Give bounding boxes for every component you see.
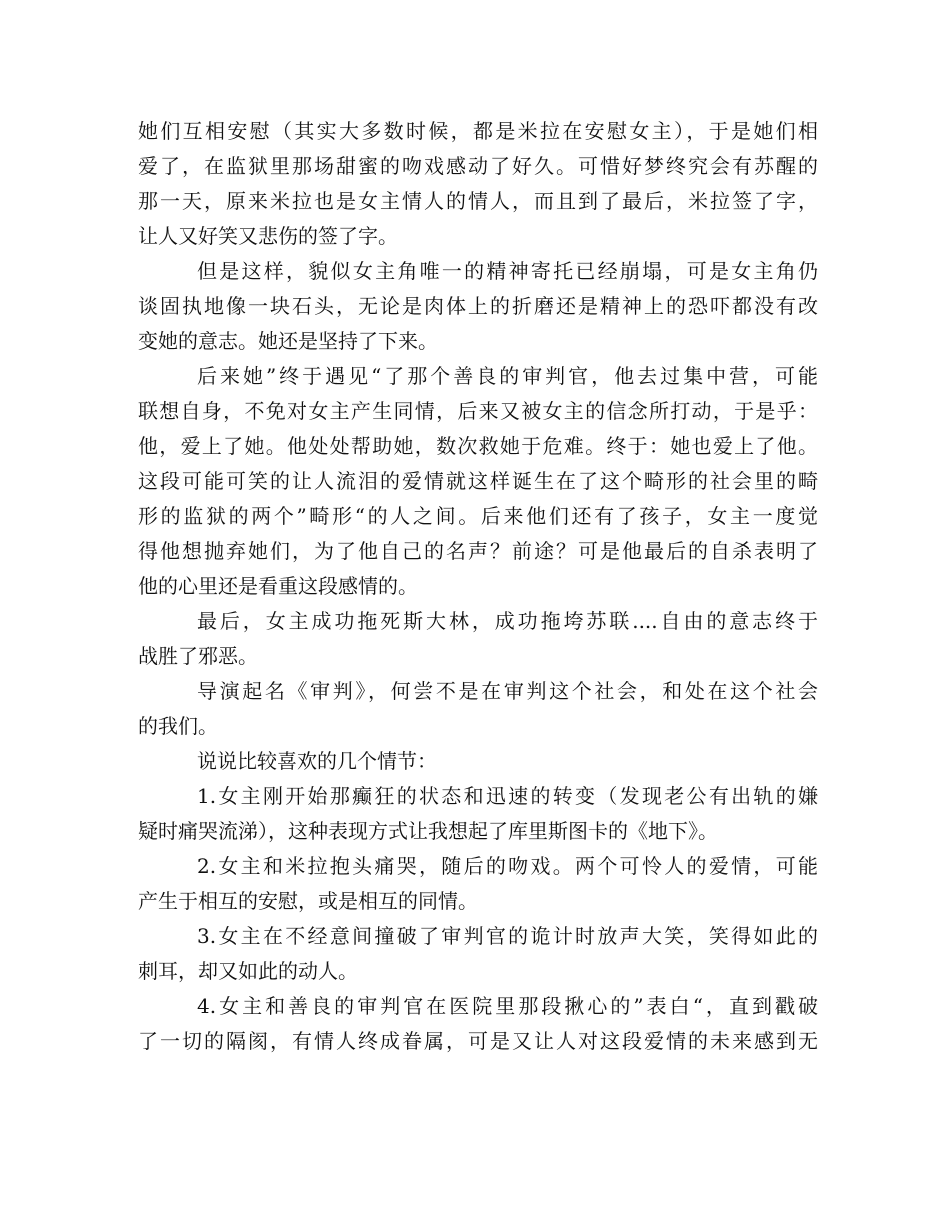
text-line: 爱了，在监狱里那场甜蜜的吻戏感动了好久。可惜好梦终究会有苏醒的 <box>138 154 818 178</box>
document-body <box>138 114 818 1059</box>
text-line: 得他想抛弃她们，为了他自己的名声？前途？可是他最后的自杀表明了 <box>138 539 818 563</box>
text-line: 让人又好笑又悲伤的签了字。 <box>138 224 398 248</box>
text-line: 但是这样，貌似女主角唯一的精神寄托已经崩塌，可是女主角仍 <box>197 259 818 283</box>
text-line: 产生于相互的安慰，或是相互的同情。 <box>138 889 478 913</box>
text-line: 她们互相安慰（其实大多数时候，都是米拉在安慰女主），于是她们相 <box>138 119 818 143</box>
text-line: 刺耳，却又如此的动人。 <box>138 959 358 983</box>
text-line: 的我们。 <box>138 714 218 738</box>
text-line: 说说比较喜欢的几个情节： <box>197 749 437 773</box>
text-line: 1.女主刚开始那癫狂的状态和迅速的转变（发现老公有出轨的嫌 <box>197 784 818 808</box>
text-line: 这段可能可笑的让人流泪的爱情就这样诞生在了这个畸形的社会里的畸 <box>138 469 818 493</box>
text-line: 导演起名《审判》，何尝不是在审判这个社会，和处在这个社会 <box>197 679 818 703</box>
text-line: 了一切的隔阂，有情人终成眷属，可是又让人对这段爱情的未来感到无 <box>138 1029 818 1053</box>
text-line: 他的心里还是看重这段感情的。 <box>138 574 418 598</box>
text-line: 3.女主在不经意间撞破了审判官的诡计时放声大笑，笑得如此的 <box>197 924 818 948</box>
text-line: 疑时痛哭流涕），这种表现方式让我想起了库里斯图卡的《地下》。 <box>138 819 718 843</box>
text-line: 4.女主和善良的审判官在医院里那段揪心的”表白“，直到戳破 <box>197 994 818 1018</box>
text-line: 那一天，原来米拉也是女主情人的情人，而且到了最后，米拉签了字， <box>138 189 818 213</box>
text-line: 联想自身，不免对女主产生同情，后来又被女主的信念所打动，于是乎： <box>138 399 818 423</box>
text-line: 他，爱上了她。他处处帮助她，数次救她于危难。终于：她也爱上了他。 <box>138 434 818 458</box>
text-line: 形的监狱的两个”畸形“的人之间。后来他们还有了孩子，女主一度觉 <box>138 504 818 528</box>
text-line: 最后，女主成功拖死斯大林，成功拖垮苏联....自由的意志终于 <box>197 609 818 633</box>
text-line: 变她的意志。她还是坚持了下来。 <box>138 329 438 353</box>
text-line: 战胜了邪恶。 <box>138 644 258 668</box>
text-line: 后来她”终于遇见“了那个善良的审判官，他去过集中营，可能 <box>197 364 818 388</box>
text-line: 谈固执地像一块石头，无论是肉体上的折磨还是精神上的恐吓都没有改 <box>138 294 818 318</box>
text-line: 2.女主和米拉抱头痛哭，随后的吻戏。两个可怜人的爱情，可能 <box>197 854 818 878</box>
